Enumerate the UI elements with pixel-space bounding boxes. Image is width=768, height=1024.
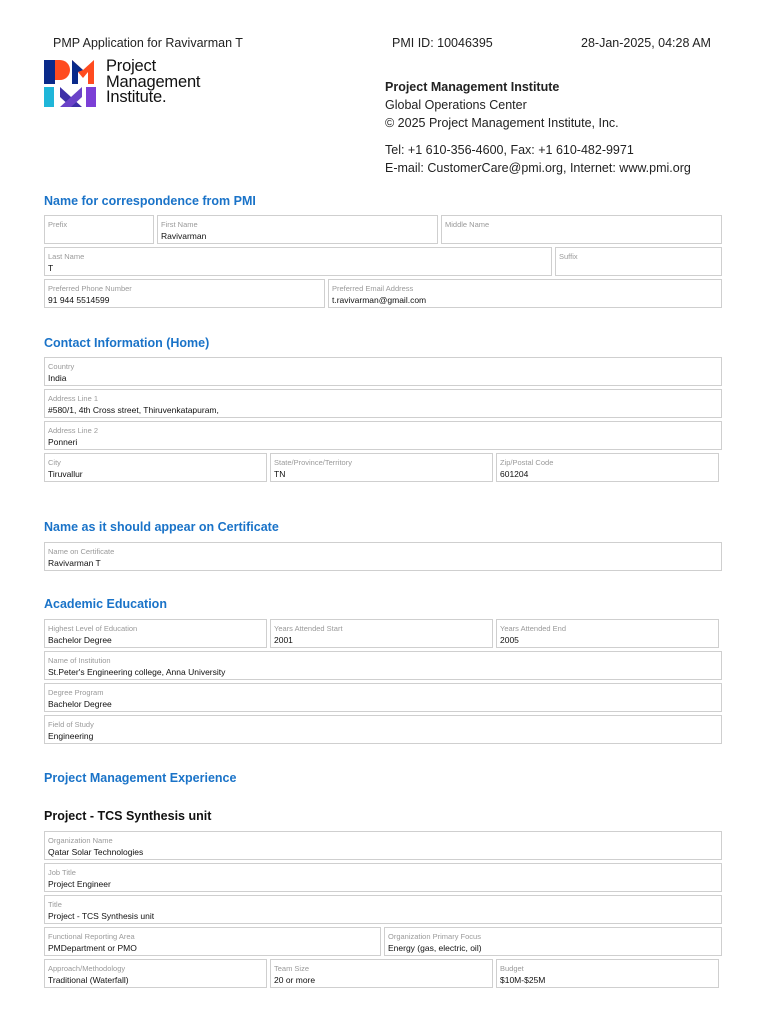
city-field: City Tiruvallur — [44, 453, 267, 482]
org-center: Global Operations Center — [385, 98, 527, 112]
pmi-logo-icon — [44, 60, 98, 108]
org-tel: Tel: +1 610-356-4600, Fax: +1 610-482-9971 — [385, 143, 634, 157]
years-start-field: Years Attended Start 2001 — [270, 619, 493, 648]
organization-name-field: Organization Name Qatar Solar Technologies — [44, 831, 722, 860]
degree-program-field: Degree Program Bachelor Degree — [44, 683, 722, 712]
section-title-experience: Project Management Experience — [44, 771, 237, 785]
email-field: Preferred Email Address t.ravivarman@gmail.com — [328, 279, 722, 308]
primary-focus-field: Organization Primary Focus Energy (gas, electric, oil) — [384, 927, 722, 956]
address-line1-field: Address Line 1 #580/1, 4th Cross street, Thiruvenkatapuram, — [44, 389, 722, 418]
field-of-study-field: Field of Study Engineering — [44, 715, 722, 744]
prefix-field: Prefix — [44, 215, 154, 244]
team-size-field: Team Size 20 or more — [270, 959, 493, 988]
section-title-certificate: Name as it should appear on Certificate — [44, 520, 279, 534]
approach-field: Approach/Methodology Traditional (Waterfall) — [44, 959, 267, 988]
education-level-field: Highest Level of Education Bachelor Degree — [44, 619, 267, 648]
org-copyright: © 2025 Project Management Institute, Inc. — [385, 116, 619, 130]
years-end-field: Years Attended End 2005 — [496, 619, 719, 648]
org-email: E-mail: CustomerCare@pmi.org, Internet: www.pmi.org — [385, 161, 691, 175]
org-name: Project Management Institute — [385, 80, 560, 94]
application-title: PMP Application for Ravivarman T — [53, 36, 243, 50]
functional-area-field: Functional Reporting Area PMDepartment or PMO — [44, 927, 381, 956]
budget-field: Budget $10M-$25M — [496, 959, 719, 988]
organization-info — [385, 78, 691, 177]
state-field: State/Province/Territory TN — [270, 453, 493, 482]
phone-field: Preferred Phone Number 91 944 5514599 — [44, 279, 325, 308]
zip-field: Zip/Postal Code 601204 — [496, 453, 719, 482]
project-title-field: Title Project - TCS Synthesis unit — [44, 895, 722, 924]
section-title-contact: Contact Information (Home) — [44, 336, 210, 350]
suffix-field: Suffix — [555, 247, 722, 276]
pmi-logo-text: Project Management Institute. — [106, 57, 201, 106]
last-name-field: Last Name T — [44, 247, 552, 276]
pmi-id: PMI ID: 10046395 — [392, 36, 493, 50]
address-line2-field: Address Line 2 Ponneri — [44, 421, 722, 450]
institution-field: Name of Institution St.Peter's Engineering college, Anna University — [44, 651, 722, 680]
certificate-name-field: Name on Certificate Ravivarman T — [44, 542, 722, 571]
section-title-education: Academic Education — [44, 597, 167, 611]
section-title-correspondence: Name for correspondence from PMI — [44, 194, 256, 208]
project-heading: Project - TCS Synthesis unit — [44, 809, 212, 823]
first-name-field: First Name Ravivarman — [157, 215, 438, 244]
job-title-field: Job Title Project Engineer — [44, 863, 722, 892]
print-datetime: 28-Jan-2025, 04:28 AM — [581, 36, 711, 50]
country-field: Country India — [44, 357, 722, 386]
middle-name-field: Middle Name — [441, 215, 722, 244]
